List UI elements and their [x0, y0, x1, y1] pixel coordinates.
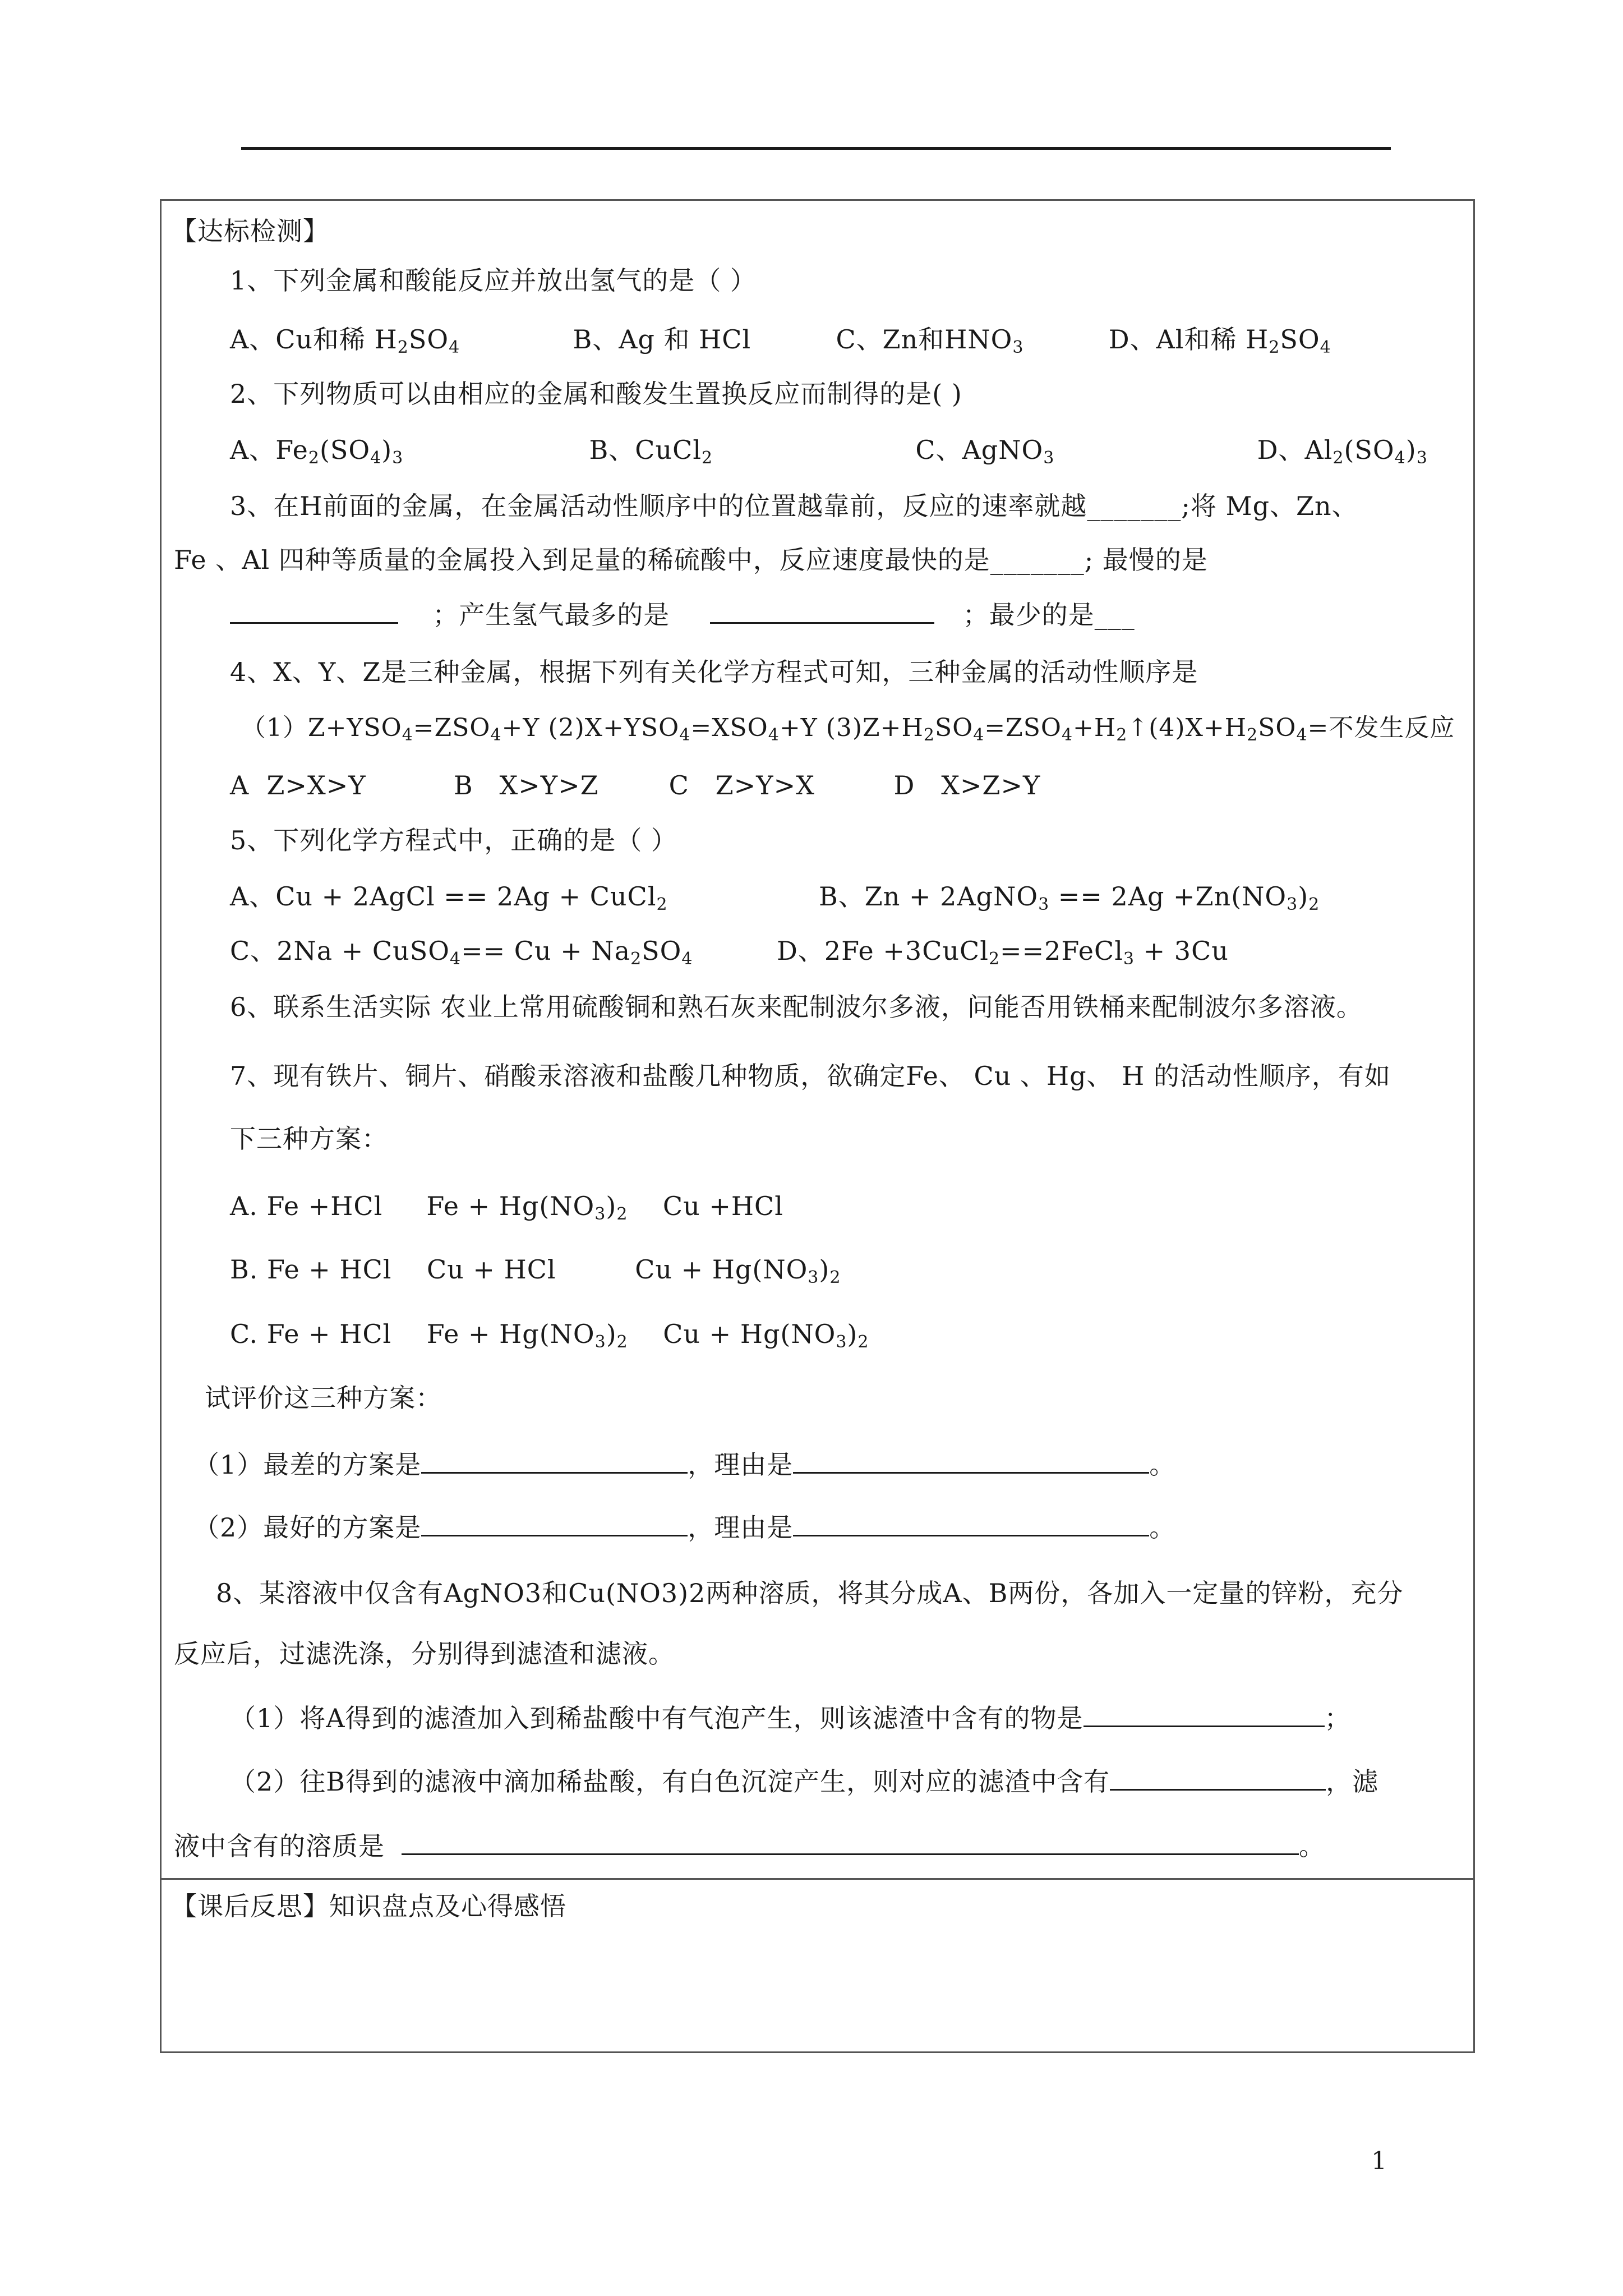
q7-blank-worst-plan[interactable] — [421, 1446, 688, 1474]
q7-plan-a: A. Fe +HCl $Fe + Hg(NO_3)_2$ Cu +HCl — [230, 1191, 783, 1224]
q5-option-d: D、2Fe +3CuCl$_2$==2FeCl$_3$ + 3Cu — [777, 936, 1229, 969]
q7-plan-c: C. Fe + HCl $Fe + Hg(NO_3)_2$ $Cu + Hg(NO_3)_2$ — [230, 1319, 869, 1352]
q5-stem: 5、下列化学方程式中，正确的是（ ） — [230, 825, 677, 855]
q3-blank-slowest[interactable] — [230, 596, 398, 624]
q1-option-b: B、Ag 和 HCl — [573, 324, 751, 355]
section-title: 【达标检测】 — [171, 216, 329, 246]
q1-options — [230, 323, 1331, 356]
q1-option-a: A、Cu和稀 $H_2SO_4$ — [230, 324, 460, 357]
q7-blank-best-reason[interactable] — [793, 1509, 1149, 1536]
q2-option-a: A、$Fe_2(SO_4)_3$ — [230, 435, 404, 468]
q8-sub-2-line-2: 液中含有的溶质是 。 — [174, 1828, 1325, 1861]
q2-options — [230, 433, 1428, 467]
q7-blank-best-plan[interactable] — [421, 1509, 688, 1536]
q3-line-2: Fe 、Al 四种等质量的金属投入到足量的稀硫酸中，反应速度最快的是_______; 最慢的是 — [174, 545, 1208, 575]
q1-option-d: D、Al和稀 $H_2SO_4$ — [1108, 324, 1331, 357]
q8-blank-residue-a[interactable] — [1083, 1700, 1325, 1727]
header-rule — [241, 147, 1391, 150]
q5-option-c: C、2Na + CuSO$_4$== $Cu + Na_2SO_4$ — [230, 936, 693, 969]
q4-options: A Z>X>Y B X>Y>Z C Z>Y>X D X>Z>Y — [230, 770, 1041, 800]
q6-text: 6、联系生活实际 农业上常用硫酸铜和熟石灰来配制波尔多液，问能否用铁桶来配制波尔多溶液。 — [230, 992, 1363, 1022]
q5-option-a: A、Cu + 2AgCl == 2Ag + CuCl$_2$ — [230, 881, 668, 914]
reflection-title: 【课后反思】知识盘点及心得感悟 — [171, 1891, 566, 1921]
q8-blank-solute[interactable] — [402, 1828, 1299, 1855]
q2-option-b: B、CuCl$_2$ — [589, 435, 713, 468]
q7-plan-b: B. Fe + HCl Cu + HCl $Cu + Hg(NO_3)_2$ — [230, 1254, 841, 1287]
q4-equations: $(1)Z+YSO_4=ZSO_4+Y$ $(2)X+YSO_4=XSO_4+Y$ $(3)Z+H_2SO_4=ZSO_4+H_2↑(4)X+H_2SO_4=$不发生反应 — [241, 714, 1455, 745]
q8-sub-2: （2）往B得到的滤液中滴加稀盐酸，有白色沉淀产生，则对应的滤渣中含有 ，滤 — [230, 1763, 1378, 1797]
q7-best: （2）最好的方案是 ，理由是 。 — [193, 1509, 1175, 1543]
q7-blank-worst-reason[interactable] — [793, 1446, 1149, 1474]
page-number: 1 — [1371, 2147, 1387, 2175]
q2-stem: 2、下列物质可以由相应的金属和酸发生置换反应而制得的是( ) — [230, 379, 962, 409]
q5-option-b: B、Zn + 2AgNO$_3$ == $2Ag +Zn(NO_3)_2$ — [819, 881, 1320, 914]
q8-line-2: 反应后，过滤洗涤，分别得到滤渣和滤液。 — [174, 1639, 675, 1669]
q8-line-1: 8、某溶液中仅含有AgNO3和Cu(NO3)2两种溶质，将其分成A、B两份，各加入一定量的锌粉，充分 — [216, 1578, 1404, 1608]
q3-line-1: 3、在H前面的金属，在金属活动性顺序中的位置越靠前，反应的速率就越_______;将 Mg、Zn、 — [230, 491, 1358, 521]
q1-option-c: C、Zn和$HNO_3$ — [836, 324, 1024, 357]
q7-line-2: 下三种方案： — [230, 1124, 388, 1154]
q8-blank-residue-b[interactable] — [1110, 1763, 1326, 1791]
table-divider — [160, 1878, 1475, 1880]
q3-blank-most-hydrogen[interactable] — [710, 596, 934, 624]
q1-stem: 1、下列金属和酸能反应并放出氢气的是（ ） — [230, 265, 757, 296]
q3-line-3: ；产生氢气最多的是 ；最少的是___ — [230, 596, 1135, 630]
q8-sub-1: （1）将A得到的滤渣加入到稀盐酸中有气泡产生，则该滤渣中含有的物是 ； — [230, 1700, 1351, 1733]
q2-option-c: C、AgNO$_3$ — [915, 435, 1055, 468]
q4-stem: 4、X、Y、Z是三种金属，根据下列有关化学方程式可知，三种金属的活动性顺序是 — [230, 657, 1198, 687]
q7-evaluate: 试评价这三种方案： — [205, 1383, 442, 1413]
q7-line-1: 7、现有铁片、铜片、硝酸汞溶液和盐酸几种物质，欲确定Fe、 Cu 、Hg、 H 的活动性顺序，有如 — [230, 1061, 1391, 1091]
q2-option-d: D、$Al_2(SO_4)_3$ — [1257, 435, 1428, 468]
q7-worst: （1）最差的方案是 ，理由是 。 — [193, 1446, 1175, 1480]
